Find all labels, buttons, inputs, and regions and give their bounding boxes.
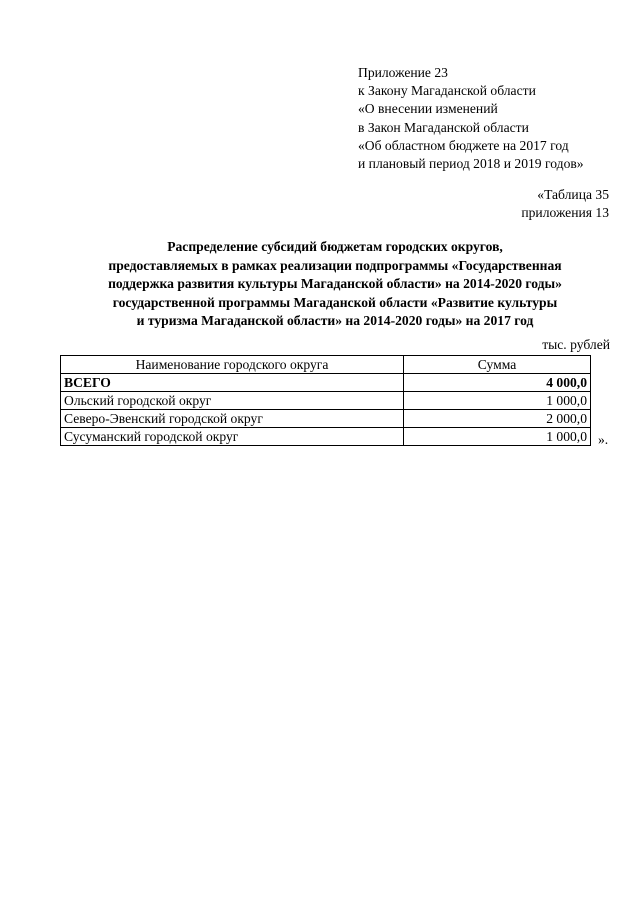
row-sum: 1 000,0 xyxy=(404,392,591,410)
appendix-line: и плановый период 2018 и 2019 годов» xyxy=(358,156,584,172)
row-sum: 1 000,0 xyxy=(404,428,591,446)
row-name: Сусуманский городской округ xyxy=(61,428,404,446)
total-name: ВСЕГО xyxy=(61,374,404,392)
table-row xyxy=(61,428,591,446)
title-line: и туризма Магаданской области» на 2014-2020 годы» на 2017 год xyxy=(136,313,534,329)
appendix-line: к Закону Магаданской области xyxy=(358,83,536,99)
title-line: Распределение субсидий бюджетам городских округов, xyxy=(167,239,503,254)
appendix-header xyxy=(358,64,584,173)
closing-quote: ». xyxy=(598,432,609,447)
appendix-line: в Закон Магаданской области xyxy=(358,119,529,135)
appendix-line: Приложение 23 xyxy=(358,65,448,80)
title-line: предоставляемых в рамках реализации подпрограммы «Государственная xyxy=(108,257,562,273)
total-sum: 4 000,0 xyxy=(404,374,591,392)
row-name: Северо-Эвенский городской округ xyxy=(61,410,404,428)
units-label: тыс. рублей xyxy=(542,337,610,352)
table-reference-line: приложения 13 xyxy=(521,205,609,221)
table-reference-line: «Таблица 35 xyxy=(537,187,609,202)
title-line: государственной программы Магаданской области «Развитие культуры xyxy=(112,294,558,310)
subsidy-table xyxy=(60,355,591,446)
row-sum: 2 000,0 xyxy=(404,410,591,428)
table-total-row xyxy=(61,374,591,392)
table-row xyxy=(61,410,591,428)
appendix-line: «Об областном бюджете на 2017 год xyxy=(358,137,569,153)
row-name: Ольский городской округ xyxy=(61,392,404,410)
header-name: Наименование городского округа xyxy=(61,356,404,374)
document-title xyxy=(60,238,610,331)
table-header-row xyxy=(61,356,591,374)
table-reference xyxy=(521,186,609,222)
header-sum: Сумма xyxy=(404,356,591,374)
title-line: поддержка развития культуры Магаданской области» на 2014-2020 годы» xyxy=(108,276,562,292)
table-row xyxy=(61,392,591,410)
appendix-line: «О внесении изменений xyxy=(358,101,498,117)
